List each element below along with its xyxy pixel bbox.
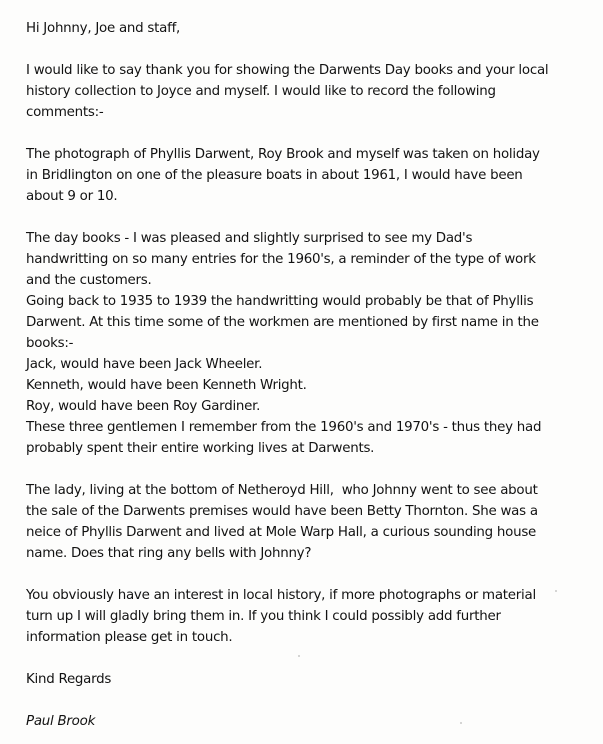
greeting: Hi Johnny, Joe and staff, (26, 21, 181, 36)
text-line: You obviously have an interest in local history, if more photographs or material (26, 588, 536, 603)
text-line: in Bridlington on one of the pleasure boats in about 1961, I would have been (26, 168, 523, 183)
text-line: history collection to Joyce and myself. I would like to record the following (26, 84, 496, 99)
text-line: The photograph of Phyllis Darwent, Roy Brook and myself was taken on holiday (26, 147, 540, 162)
text-line: information please get in touch. (26, 630, 233, 645)
scan-speck (298, 655, 300, 657)
text-line: Jack, would have been Jack Wheeler. (26, 357, 263, 372)
paragraph-netheroyd-hill (26, 480, 594, 564)
paragraph-thanks (26, 60, 594, 123)
text-line: These three gentlemen I remember from the 1960's and 1970's - thus they had (26, 420, 542, 435)
text-line: turn up I will gladly bring them in. If you think I could possibly add further (26, 609, 501, 624)
paragraph-gap (26, 207, 594, 228)
closing: Kind Regards (26, 672, 112, 687)
text-line: Going back to 1935 to 1939 the handwritting would probably be that of Phyllis (26, 294, 534, 309)
letter-body (26, 18, 594, 732)
text-line: books:- (26, 336, 74, 351)
scan-speck (555, 590, 557, 592)
text-line: I would like to say thank you for showing the Darwents Day books and your local (26, 63, 549, 78)
paragraph-photograph (26, 144, 594, 207)
paragraph-gap (26, 123, 594, 144)
signature: Paul Brook (26, 714, 96, 729)
text-line: Roy, would have been Roy Gardiner. (26, 399, 261, 414)
text-line: and the customers. (26, 273, 152, 288)
text-line: probably spent their entire working lives at Darwents. (26, 441, 375, 456)
paragraph-gap (26, 459, 594, 480)
paragraph-gap (26, 648, 594, 669)
text-line: comments:- (26, 105, 104, 120)
text-line: The lady, living at the bottom of Netheroyd Hill, who Johnny went to see about (26, 483, 538, 498)
text-line: about 9 or 10. (26, 189, 118, 204)
scan-speck (460, 722, 462, 724)
text-line: neice of Phyllis Darwent and lived at Mole Warp Hall, a curious sounding house (26, 525, 537, 540)
paragraph-gap (26, 39, 594, 60)
text-line: the sale of the Darwents premises would have been Betty Thornton. She was a (26, 504, 538, 519)
paragraph-gap (26, 690, 594, 711)
text-line: The day books - I was pleased and slightly surprised to see my Dad's (26, 231, 473, 246)
text-line: handwritting on so many entries for the 1960's, a reminder of the type of work (26, 252, 536, 267)
text-line: Darwent. At this time some of the workmen are mentioned by first name in the (26, 315, 539, 330)
paragraph-local-history (26, 585, 594, 648)
paragraph-gap (26, 564, 594, 585)
paragraph-day-books (26, 228, 594, 459)
text-line: name. Does that ring any bells with Johnny? (26, 546, 312, 561)
text-line: Kenneth, would have been Kenneth Wright. (26, 378, 307, 393)
